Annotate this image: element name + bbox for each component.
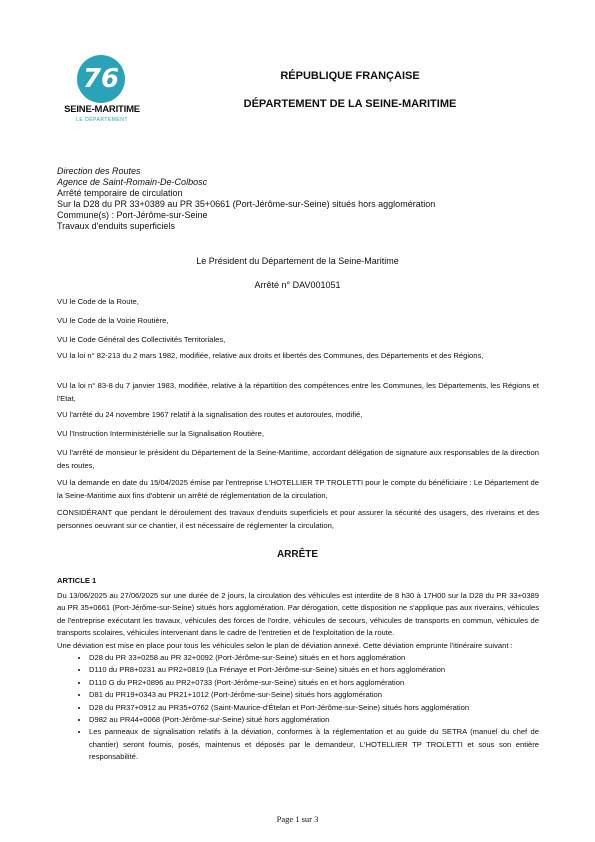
vu-arrete-1967: VU l'arrêté du 24 novembre 1967 relatif à la signalisation des routes et autoroutes, modifié, xyxy=(57,410,363,419)
page-number: Page 1 sur 3 xyxy=(276,814,319,824)
article-1-paragraph-2: Une déviation est mise en place pour tous les véhicules selon le plan de déviation annexé. Cette déviation emprunte l'itinéraire suivant : xyxy=(57,640,513,650)
vu-instruction: VU l'Instruction Interministérielle sur la Signalisation Routière, xyxy=(57,429,264,438)
list-item: • D110 G du PR2+0896 au PR2+0733 (Port-Jérôme-sur-Seine) situés en et hors agglomération xyxy=(89,677,539,689)
vu-loi-82: VU la loi n° 82-213 du 2 mars 1982, modifiée, relative aux droits et libertés des Communes, des Départements et des Régions, xyxy=(57,351,484,360)
list-item: • D110 du PR8+0231 au PR2+0819 (La Frénaye et Port-Jérôme-sur-Seine) situés en et hors agglomération xyxy=(89,664,539,676)
list-item: • D81 du PR19+0343 au PR21+1012 (Port-Jérôme-sur-Seine) situés hors agglomération xyxy=(89,689,539,701)
meta-type: Arrêté temporaire de circulation xyxy=(57,188,183,198)
header-republique: RÉPUBLIQUE FRANÇAISE xyxy=(280,70,420,82)
list-item: • D28 du PR 33+0258 au PR 32+0092 (Port-Jérôme-sur-Seine) situés en et hors agglomération xyxy=(89,652,539,664)
considerant: CONSIDÉRANT que pendant le déroulement des travaux d'enduits superficiels et pour assurer la sécurité des usagers, des riverains et des personnes oeuvrant sur ce chantier, il est nécessaire de réglementer la circulation, xyxy=(57,508,539,530)
meta-block xyxy=(57,166,435,232)
vu-loi-83: VU la loi n° 83-8 du 7 janvier 1983, modifiée, relative à la répartition des compétences entre les Communes, les Départements, les Régions et l'Etat, xyxy=(57,381,539,403)
article-1-body xyxy=(57,590,539,764)
department-logo xyxy=(62,55,142,135)
logo-subtitle: LE DÉPARTEMENT xyxy=(76,117,128,123)
meta-agence: Agence de Saint-Romain-De-Colbosc xyxy=(57,177,208,187)
list-item: • D982 au PR44+0068 (Port-Jérôme-sur-Seine) situé hors agglomération xyxy=(89,714,539,726)
header-departement: DÉPARTEMENT DE LA SEINE-MARITIME xyxy=(243,98,457,110)
logo-badge: 76 xyxy=(77,55,125,103)
president-line: Le Président du Département de la Seine-Maritime xyxy=(196,256,399,266)
article-1-title: ARTICLE 1 xyxy=(57,576,97,585)
list-item: • D28 du PR37+0912 au PR35+0762 (Saint-Maurice-d'Ételan et Port-Jérôme-sur-Seine) situés hors agglomération xyxy=(89,702,539,714)
deviation-list xyxy=(57,652,539,764)
meta-direction: Direction des Routes xyxy=(57,166,141,176)
vu-cgct: VU le Code Général des Collectivités Territoriales, xyxy=(57,335,226,344)
vu-code-voirie: VU le Code de la Voirie Routière, xyxy=(57,316,169,325)
vu-demande: VU la demande en date du 15/04/2025 émise par l'entreprise L'HOTELLIER TP TROLETTI pour le compte du bénéficiaire : Le Département de la Seine-Maritime aux fins d'obtenir un arrêté de réglementation de la circulation, xyxy=(57,478,539,500)
meta-communes: Commune(s) : Port-Jérôme-sur-Seine xyxy=(57,210,208,220)
meta-travaux: Travaux d'enduits superficiels xyxy=(57,221,175,231)
vu-delegation: VU l'arrêté de monsieur le président du Département de la Seine-Maritime, accordant délégation de signature aux responsables de la direction des routes, xyxy=(57,448,539,470)
meta-location: Sur la D28 du PR 33+0389 au PR 35+0661 (Port-Jérôme-sur-Seine) situés hors agglomération xyxy=(57,199,436,209)
vu-code-route: VU le Code de la Route, xyxy=(57,297,139,306)
arrete-title: ARRÊTE xyxy=(276,549,319,560)
article-1-paragraph-1: Du 13/06/2025 au 27/06/2025 sur une durée de 2 jours, la circulation des véhicules est interdite de 8 h30 à 17H00 sur la D28 du PR 33+0389 au PR 35+0661 (Port-Jérôme-sur-Seine) situés hors agglomération. Par dérogation, cette disposition ne s'applique pas aux riverains, véhicules de l'entreprise exécutant les travaux, véhicules des forces de l'ordre, véhicules de secours, véhicules de transports en commun, véhicules de transports scolaires, véhicules intervenant dans le cadre de l'entretien et de l'exploitation de la route. xyxy=(57,591,539,638)
list-item: • Les panneaux de signalisation relatifs à la déviation, conformes à la réglementation et au guide du SETRA (manuel du chef de chantier) seront fournis, posés, maintenus et déposés par le demandeur, L'HOTELLIER TP TROLETTI et sous son entière responsabilité. xyxy=(89,726,539,763)
logo-name: SEINE-MARITIME xyxy=(64,104,140,115)
arrete-number: Arrêté n° DAV001051 xyxy=(254,280,341,290)
